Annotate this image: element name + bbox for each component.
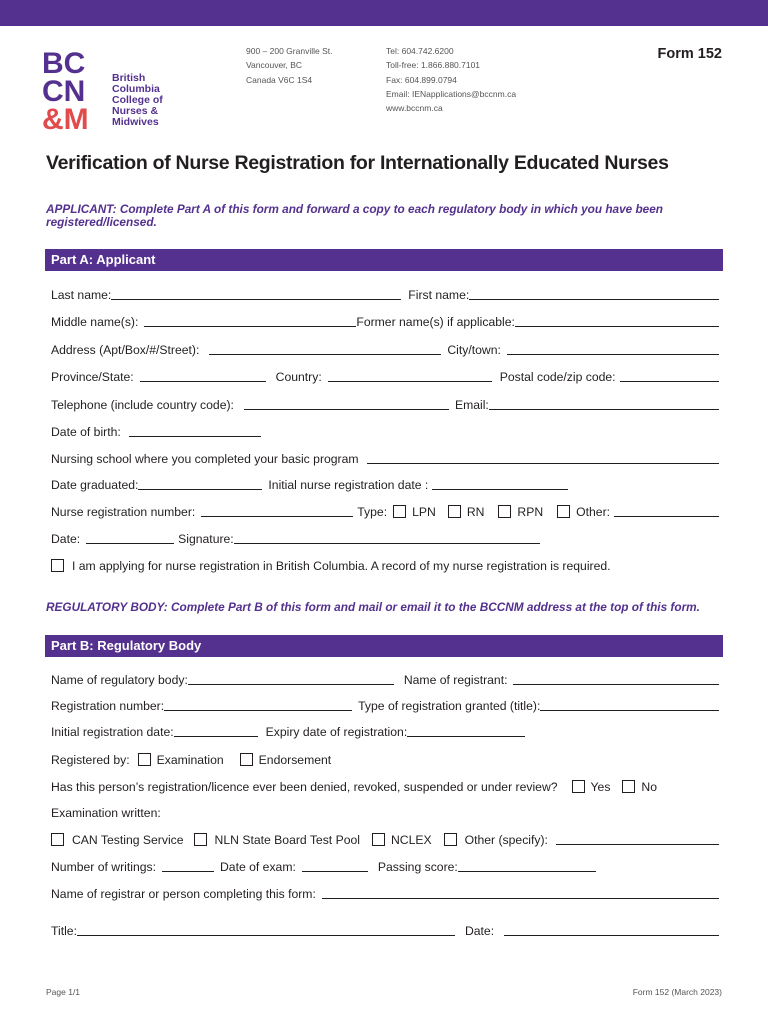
- row-exam-written: [51, 802, 719, 820]
- address-line: Vancouver, BC: [246, 60, 303, 71]
- denied-yes-label: Yes: [590, 780, 611, 794]
- can-testing-checkbox[interactable]: [51, 833, 64, 846]
- logo-line: College of: [112, 94, 163, 106]
- signature-field[interactable]: [234, 532, 540, 544]
- logo-letters-cn: CN: [42, 75, 86, 108]
- exam-date-field[interactable]: [302, 860, 368, 872]
- row-registrar: [51, 883, 719, 901]
- lpn-checkbox[interactable]: [393, 505, 406, 518]
- expiry-date-field[interactable]: [407, 725, 525, 737]
- other-type-field[interactable]: [614, 505, 719, 517]
- exam-written-label: Examination written:: [51, 806, 161, 820]
- date-graduated-label: Date graduated:: [51, 478, 139, 492]
- endorsement-checkbox[interactable]: [240, 753, 253, 766]
- reg-number-b-field[interactable]: [164, 699, 352, 711]
- row-address: [51, 339, 719, 357]
- page-title: Verification of Nurse Registration for Internationally Educated Nurses: [46, 152, 669, 174]
- date-field[interactable]: [86, 532, 174, 544]
- other-exam-checkbox[interactable]: [444, 833, 457, 846]
- examination-checkbox[interactable]: [138, 753, 151, 766]
- examination-label: Examination: [156, 753, 224, 767]
- other-type-checkbox[interactable]: [557, 505, 570, 518]
- logo-wordmark: [112, 73, 163, 128]
- middle-names-field[interactable]: [144, 315, 356, 327]
- middle-names-label: Middle name(s):: [51, 315, 139, 329]
- num-writings-field[interactable]: [162, 860, 214, 872]
- nclex-checkbox[interactable]: [372, 833, 385, 846]
- mailing-address: [246, 44, 332, 87]
- nursing-school-field[interactable]: [367, 452, 719, 464]
- title-label: Title:: [51, 924, 77, 938]
- row-title-date: [51, 920, 719, 938]
- exam-date-label: Date of exam:: [219, 860, 296, 874]
- postal-label: Postal code/zip code:: [499, 370, 616, 384]
- telephone-label: Telephone (include country code):: [51, 398, 234, 412]
- rpn-checkbox[interactable]: [498, 505, 511, 518]
- reg-number-label: Nurse registration number:: [51, 505, 196, 519]
- denied-no-checkbox[interactable]: [622, 780, 635, 793]
- endorsement-label: Endorsement: [258, 753, 332, 767]
- reg-type-label: Type of registration granted (title):: [358, 699, 541, 713]
- part-a-heading: Part A: Applicant: [45, 249, 723, 271]
- dob-field[interactable]: [129, 425, 261, 437]
- applying-bc-checkbox[interactable]: [51, 559, 64, 572]
- contact-website[interactable]: www.bccnm.ca: [386, 103, 443, 114]
- logo-letters-graphic: [42, 46, 112, 134]
- contact-fax: Fax: 604.899.0794: [386, 74, 457, 85]
- logo-letters-bc: BC: [42, 47, 86, 80]
- row-graduation: [51, 474, 719, 492]
- reg-number-field[interactable]: [201, 505, 353, 517]
- registrar-name-field[interactable]: [322, 887, 719, 899]
- regulatory-instruction: REGULATORY BODY: Complete Part B of this form and mail or email it to the BCCNM address at the top of this form.: [46, 600, 700, 614]
- form-number: Form 152: [657, 46, 722, 62]
- passing-score-field[interactable]: [458, 860, 596, 872]
- logo-line: British: [112, 72, 146, 84]
- contact-email[interactable]: Email: IENapplications@bccnm.ca: [386, 88, 517, 99]
- telephone-field[interactable]: [244, 398, 449, 410]
- province-label: Province/State:: [51, 370, 134, 384]
- rn-checkbox[interactable]: [448, 505, 461, 518]
- type-label: Type:: [357, 505, 388, 519]
- address-label: Address (Apt/Box/#/Street):: [51, 343, 200, 357]
- address-line: 900 – 200 Granville St.: [246, 46, 333, 56]
- email-label: Email:: [454, 398, 489, 412]
- row-middle-former: [51, 311, 719, 329]
- date-b-field[interactable]: [504, 924, 719, 936]
- contact-info: [386, 44, 516, 115]
- row-names: [51, 284, 719, 302]
- date-graduated-field[interactable]: [138, 478, 262, 490]
- address-line: Canada V6C 1S4: [246, 74, 313, 85]
- applicant-instruction: APPLICANT: Complete Part A of this form and forward a copy to each regulatory body in which you have been registered/licensed.: [46, 202, 664, 229]
- nursing-school-label: Nursing school where you completed your basic program: [51, 452, 359, 466]
- city-field[interactable]: [507, 343, 719, 355]
- postal-field[interactable]: [620, 370, 719, 382]
- row-exam-options: [51, 829, 719, 847]
- former-names-field[interactable]: [515, 315, 719, 327]
- other-type-label: Other:: [576, 505, 611, 519]
- date-b-label: Date:: [464, 924, 495, 938]
- dob-label: Date of birth:: [51, 425, 121, 439]
- page-number: Page 1/1: [46, 987, 81, 997]
- first-name-field[interactable]: [469, 288, 719, 300]
- other-exam-label: Other (specify):: [464, 833, 548, 847]
- address-field[interactable]: [209, 343, 441, 355]
- contact-tollfree: Toll-free: 1.866.880.7101: [386, 60, 481, 71]
- row-date-signature: [51, 528, 719, 546]
- body-name-label: Name of regulatory body:: [51, 673, 188, 687]
- row-denied-question: [51, 776, 719, 794]
- logo-line: Columbia: [112, 83, 160, 95]
- top-color-bar: [0, 0, 768, 26]
- nclex-label: NCLEX: [390, 833, 432, 847]
- registrant-name-label: Name of registrant:: [403, 673, 508, 687]
- row-province: [51, 366, 719, 384]
- initial-reg-date-field[interactable]: [432, 478, 568, 490]
- can-testing-label: CAN Testing Service: [72, 833, 184, 847]
- applying-statement: I am applying for nurse registration in British Columbia. A record of my nurse registration is required.: [72, 559, 611, 573]
- lpn-label: LPN: [412, 505, 436, 519]
- logo-line: Nurses &: [112, 105, 159, 117]
- part-b-heading: Part B: Regulatory Body: [45, 635, 723, 657]
- reg-type-field[interactable]: [540, 699, 719, 711]
- registrar-name-label: Name of registrar or person completing this form:: [51, 887, 316, 901]
- initial-date-label: Initial registration date:: [51, 725, 174, 739]
- date-label: Date:: [51, 532, 81, 546]
- last-name-label: Last name:: [51, 288, 112, 302]
- email-field[interactable]: [489, 398, 719, 410]
- denied-no-label: No: [641, 780, 658, 794]
- row-telephone: [51, 394, 719, 412]
- city-label: City/town:: [447, 343, 501, 357]
- denied-yes-checkbox[interactable]: [572, 780, 585, 793]
- bccnm-logo: [42, 46, 182, 134]
- former-names-label: Former name(s) if applicable:: [356, 315, 515, 329]
- registered-by-label: Registered by:: [51, 753, 130, 767]
- form-revision-date: Form 152 (March 2023): [632, 987, 722, 997]
- first-name-label: First name:: [408, 288, 470, 302]
- row-nursing-school: [51, 448, 719, 466]
- row-reg-number-b: [51, 695, 719, 713]
- row-exam-details: [51, 856, 719, 874]
- rpn-label: RPN: [517, 505, 544, 519]
- other-exam-field[interactable]: [556, 833, 719, 845]
- country-field[interactable]: [328, 370, 492, 382]
- title-field[interactable]: [77, 924, 455, 936]
- row-applying-statement: [51, 555, 719, 573]
- row-reg-dates: [51, 721, 719, 739]
- row-dob: [51, 421, 719, 439]
- registrant-name-field[interactable]: [513, 673, 719, 685]
- province-field[interactable]: [140, 370, 266, 382]
- row-body-registrant: [51, 669, 719, 687]
- logo-letters-em: &M: [42, 103, 89, 134]
- nln-label: NLN State Board Test Pool: [214, 833, 360, 847]
- num-writings-label: Number of writings:: [51, 860, 156, 874]
- initial-reg-date-label: Initial nurse registration date :: [268, 478, 429, 492]
- passing-score-label: Passing score:: [377, 860, 458, 874]
- signature-label: Signature:: [178, 532, 234, 546]
- contact-phone: Tel: 604.742.6200: [386, 46, 454, 56]
- expiry-date-label: Expiry date of registration:: [265, 725, 408, 739]
- body-name-field[interactable]: [188, 673, 394, 685]
- denied-question: Has this person’s registration/licence ever been denied, revoked, suspended or under review?: [51, 780, 558, 794]
- country-label: Country:: [275, 370, 322, 384]
- initial-date-field[interactable]: [174, 725, 258, 737]
- nln-checkbox[interactable]: [194, 833, 207, 846]
- reg-number-b-label: Registration number:: [51, 699, 165, 713]
- row-reg-number-type: [51, 501, 719, 519]
- row-registered-by: [51, 749, 719, 767]
- rn-label: RN: [466, 505, 485, 519]
- logo-line: Midwives: [112, 116, 159, 128]
- last-name-field[interactable]: [111, 288, 401, 300]
